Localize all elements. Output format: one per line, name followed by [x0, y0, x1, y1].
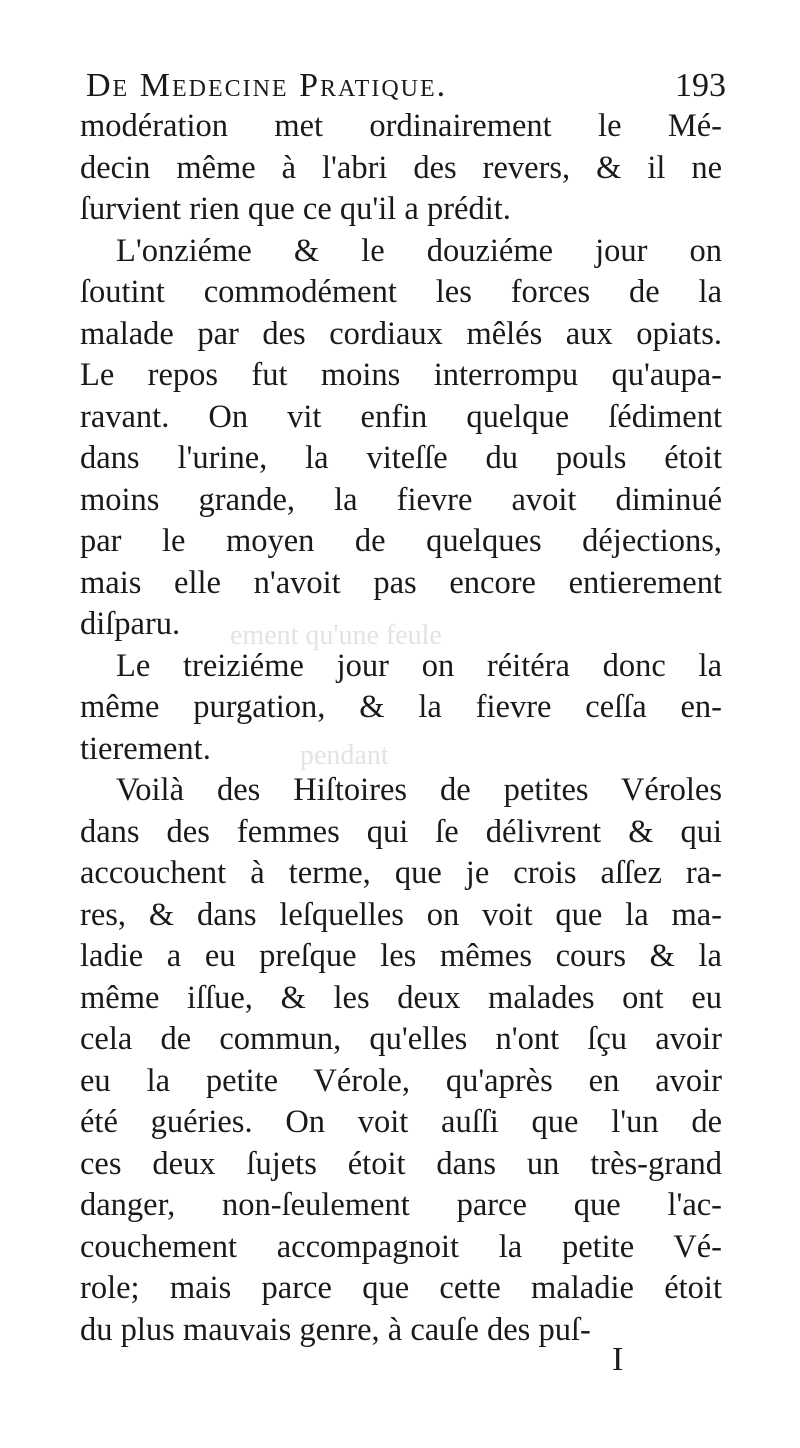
running-title: De Medecine Pratique. [86, 67, 448, 104]
text-line: malade par des cordiaux mêlés aux opiats. [80, 315, 722, 352]
text-line: tierement. [80, 730, 211, 767]
paragraph [80, 231, 722, 646]
text-line: dans l'urine, la viteſſe du pouls étoit [80, 440, 722, 476]
text-line: Le treiziéme jour on réitéra donc la [116, 647, 722, 684]
text-line: res, & dans leſquelles on voit que la ma- [80, 896, 722, 933]
text-line: ladie a eu preſque les mêmes cours & la [80, 938, 722, 974]
text-line: par le moyen de quelques déjections, [80, 523, 722, 559]
text-line: même purgation, & la fievre ceſſa en- [80, 689, 722, 725]
paragraph [80, 106, 722, 231]
text-line: ſurvient rien que ce qu'il a prédit. [80, 191, 511, 227]
text-line: couchement accompagnoit la petite Vé- [80, 1228, 722, 1265]
text-line: ſoutint commodément les forces de la [80, 274, 722, 310]
signature-mark: I [612, 1341, 624, 1378]
show-through-text: ement qu'une feule [230, 620, 442, 651]
text-line: même iſſue, & les deux malades ont eu [80, 979, 722, 1016]
text-line: eu la petite Vérole, qu'après en avoir [80, 1062, 722, 1099]
page-number: 193 [675, 67, 726, 104]
text-line: cela de commun, qu'elles n'ont ſçu avoir [80, 1021, 722, 1057]
text-line: été guéries. On voit auſſi que l'un de [80, 1104, 722, 1140]
text-line: ces deux ſujets étoit dans un très-grand [80, 1145, 722, 1182]
text-line: danger, non-ſeulement parce que l'ac- [80, 1187, 722, 1223]
text-line: du plus mauvais genre, à cauſe des puſ- [80, 1311, 591, 1348]
text-line: Le repos fut moins interrompu qu'aupa- [80, 357, 722, 393]
text-line: L'onziéme & le douziéme jour on [116, 232, 722, 269]
paragraph [80, 646, 722, 771]
paragraph [80, 770, 722, 1351]
text-line: mais elle n'avoit pas encore entierement [80, 564, 722, 601]
body-text [80, 106, 722, 1351]
text-line: moins grande, la fievre avoit diminué [80, 481, 722, 518]
text-line: modération met ordinairement le Mé- [80, 108, 722, 144]
text-line: diſparu. [80, 606, 181, 642]
show-through-text: pendant [300, 740, 389, 771]
text-line: role; mais parce que cette maladie étoit [80, 1270, 722, 1306]
text-line: decin même à l'abri des revers, & il ne [80, 149, 722, 186]
text-line: ravant. On vit enfin quelque ſédiment [80, 398, 722, 435]
text-line: Voilà des Hiſtoires de petites Véroles [116, 772, 722, 808]
text-line: dans des femmes qui ſe délivrent & qui [80, 813, 722, 850]
text-line: accouchent à terme, que je crois aſſez ra- [80, 855, 722, 891]
